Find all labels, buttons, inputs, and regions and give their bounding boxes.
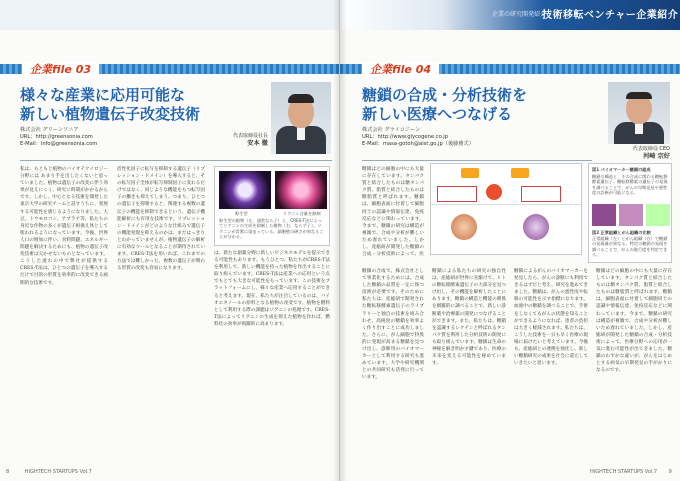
figure-sugar-chain [430, 163, 582, 255]
article-title-left [20, 86, 200, 124]
fig1-title: 図1 パイオマーカー糖鎖の組成 [592, 167, 651, 172]
gutter-shadow [333, 0, 347, 481]
body-column-1: 私は、もともと植物のバイオテクノロジー分野には あまり手を出したくないと思っていました。植物は遺伝子の改変に伴う効果が見えにくく、研究に時間がかかるからです。しかし、中心となる技術を開発した東京大学の研究チームと話すうちに、発展する可能性を感じるようになりました。大豆、トウモロコシ、アブラナ等、私たちの身近な作物の多くが遺伝子組換え体として使われるようになっています。今後、世界人口の増加に伴い、食料問題、エネルギー問題を解決するためにも、植物の遺伝子改変技術は欠かせないものとなっています。こうした流れの中で弊社が提供するCRES-T法は、ひとつの遺伝子を導入するだけで目的の形質を効率的に改変できる画期的な技術です。 [20, 167, 108, 286]
fig-caption-lignin: リグニン含量を抑制 [283, 211, 321, 216]
fig2-title: 図2 正常組織とがん組織の比較 [592, 230, 651, 235]
body-column-3: 糖鎖による私たちの研究の独自性は、産総研が世界に先駆けて、ヒトの糖転移酵素遺伝子の大部分を見つけ出し、その機能を解析したことにあります。糖鎖の構造と機能の関係を網羅的に調べることで、新しい診断薬や治療薬の開発につなげることができます。また、私たちは、糖鎖を認識するレクチンと呼ばれるタンパク質を利用した分析技術の開発にも取り組んでいます。糖鎖は生命の神秘を解き明かす鍵であり、医療の未来を変える可能性を秘めています。 [432, 269, 506, 367]
ceo-name: 安本 徹 [247, 140, 268, 147]
company-email[interactable]: E-Mail：masa-gotoh@aist.go.jp（後藤雅式） [362, 141, 474, 147]
body-column-2: 糖鎖の合成で、株式会社として事業化するためには、合成した糖鎖の品質を一定に保つ技術が必要です。そのために私たちは、産総研で開発された糖転移酵素遺伝子のライブラリーと独自の技術を組み合わせ、高純度の糖鎖を効率よく作り出すことに成功しました。さらに、がん細胞で特異的に発現が高まる糖鎖を見つけ出し、診断用のバイオマーカーとして利用する研究も進めています。大学や研究機関との共同研究も活発に行っています。 [362, 269, 424, 381]
file-tag-03 [22, 62, 99, 78]
file-number: 03 [75, 63, 92, 76]
fig2-note: 正常組織（左）とがん組織（右）で糖鎖の発現量が異なる。特定の糖鎖の発現を調べることで、がんの進行度を判定できる。 [592, 236, 668, 258]
title-line-1: 様々な産業に応用可能な [20, 86, 186, 104]
company-url[interactable]: URL：http://greensonia.com [20, 134, 93, 140]
body-column-4: 糖鎖によるがんのバイオマーカーを発見したら、がんの診断にも利用できるはずだと考え、研究を進めてきました。糖鎖は、がんの悪性度や転移の可能性を示す指標になります。血液中の糖鎖を調べることで、手術をしなくてもがんの状態を知ることができるようになれば、患者の負担は大きく軽減されます。私たちは、こうした技術を一日も早く医療の現場に届けたいと考えています。今後も、産総研との連携を強化し、新しい糖鎖研究の成果を社会に還元していきたいと思います。 [514, 269, 588, 367]
title-line-2: 新しい医療へつなげる [362, 105, 513, 123]
title-line-1: 糖鎖の合成・分析技術を [362, 86, 528, 104]
company-info-left [20, 127, 97, 148]
file-label: 企業file [370, 63, 412, 76]
body-column-3: は、新たな創薬分野に新しいビジネスモデルを提示できる可能性もあります。もうひとつ、私たちがCRES-T法を利用して、新しい機能を持った植物を作出することに取り組んでいます。CRES-T法は産業への応用という点でもとても大きな可能性をもっています。この技術をプラットフォームにし、様々な産業へ応用することができると考えます。現在、私たちが注目しているのは、バイオエタノールの原料となる植物の改変です。植物を燃料として利用する際の課題はリグニンの処理です。CRES-T法によってリグニンの生成を抑えた植物を作れば、燃料化の効率が飛躍的に高まります。 [214, 251, 330, 327]
company-name: 株式会社 グライコジーン [362, 127, 421, 133]
page-number-right: 9 [668, 469, 672, 475]
fig-note-left: 野生型の植物（左、通常なら子）と、CRES-T法によってリグニンの生成を抑制した植物（右、ならず子）。リグニンが青紫に染まっている。細胞壁の硬さが異なることが分かる。 [219, 218, 324, 240]
company-email[interactable]: E-Mail：info@greensonia.com [20, 141, 98, 147]
divider [362, 160, 592, 161]
body-column-5: 糖鎖はどの細胞の中にも大量に存在しています。タンパク質と結合したものは糖タンパク質、脂質と結合したものは糖脂質と呼ばれます。糖鎖は、細胞表面に付着して細胞同士の認識や情報伝達、免疫反応などに関わっています。今まで、糖鎖の研究は構造が複雑で、合成や分析が難しいため遅れていました。しかし、産総研が開発した糖鎖の合成・分析技術によって、医療分野への応用が一気に進む可能性が出てきました。糖鎖のわずかな違いが、がんをはじめとする病気の早期発見の手がかりになるのです。 [596, 269, 672, 374]
magazine-name-right: HIGHTECH STARTUPS Vol.7 [590, 469, 658, 475]
fig-caption-wild: 野生型 [235, 211, 248, 216]
title-line-2: 新しい植物遺伝子改変技術 [20, 105, 201, 123]
ceo-name: 河崎 宗好 [643, 153, 670, 160]
file-number: 04 [415, 63, 432, 76]
magazine-name-left: HIGHTECH STARTUPS Vol.7 [24, 469, 92, 475]
file-tag-04 [362, 62, 439, 78]
file-label: 企業file [30, 63, 72, 76]
figure-plants [214, 166, 330, 246]
article-title-right [362, 86, 527, 124]
body-column-1: 糖鎖はどの細胞の中にも大量に存在しています。タンパク質と結合したものは糖タンパク質、脂質と結合したものは糖脂質と呼ばれます。糖鎖は、細胞表面に付着して細胞同士の認識や情報伝達、免疫反応などに関わっています。今まで、糖鎖の研究は構造が複雑で、合成や分析が難しいため遅れていました。しかし、産総研が開発した糖鎖の合成・分析技術によって、医 [362, 167, 424, 258]
company-info-right [362, 127, 474, 148]
company-url[interactable]: URL：http://www.glycogene.co.jp [362, 134, 449, 140]
ceo-photo-left [271, 82, 331, 154]
ceo-caption-left [200, 133, 268, 147]
body-column-2: 活性化因子に転写を抑制する遺伝子（リプレッション・ドメイン）を導入すると、その転写因子全体が転写抑制因子に変わるだけではなく、同じような機能をもつ転写因子の働きも抑えてしまう。つまり、ひとつの遺伝子を抑制すると、関連する複数の遺伝子の機能を抑制できるという、遺伝子機能解析にも有用な技術です。リプレッション・ドメインがどのような仕組みで遺伝子の機能発現を抑えるのかは、まだはっきりとわかっていませんが、植物遺伝子の解析に有効なツールとなることが期待されています。CRES-T法を用いれば、これまでの方法では難しかった、複数の遺伝子が関わる形質の改変も容易になります。 [117, 167, 205, 272]
ceo-photo-right [608, 82, 670, 144]
company-name: 株式会社 グリーンソニア [20, 127, 79, 133]
ceo-title: 代表取締役 CEO [632, 146, 670, 152]
header-main: 技術移転ベンチャー企業紹介 [542, 10, 679, 21]
header-sub: 企業の研究開発紹介 [492, 11, 547, 18]
ceo-title: 代表取締役社長 [232, 133, 268, 139]
fig1-note: 糖鎖の構造と、その合成に関わる糖転移酵素遺伝子。糖転移酵素の遺伝子の発現を調べることで、がんの早期発見や悪性度の診断が可能になる。 [592, 174, 668, 196]
section-header [340, 0, 680, 30]
left-top-band [0, 0, 340, 30]
figure-caption-box [588, 163, 672, 263]
right-page [340, 0, 680, 481]
page-footer-left [6, 469, 92, 475]
page-footer-right [590, 469, 672, 475]
page-number-left: 8 [6, 469, 10, 475]
divider [20, 160, 332, 161]
ceo-caption-right [602, 146, 670, 160]
